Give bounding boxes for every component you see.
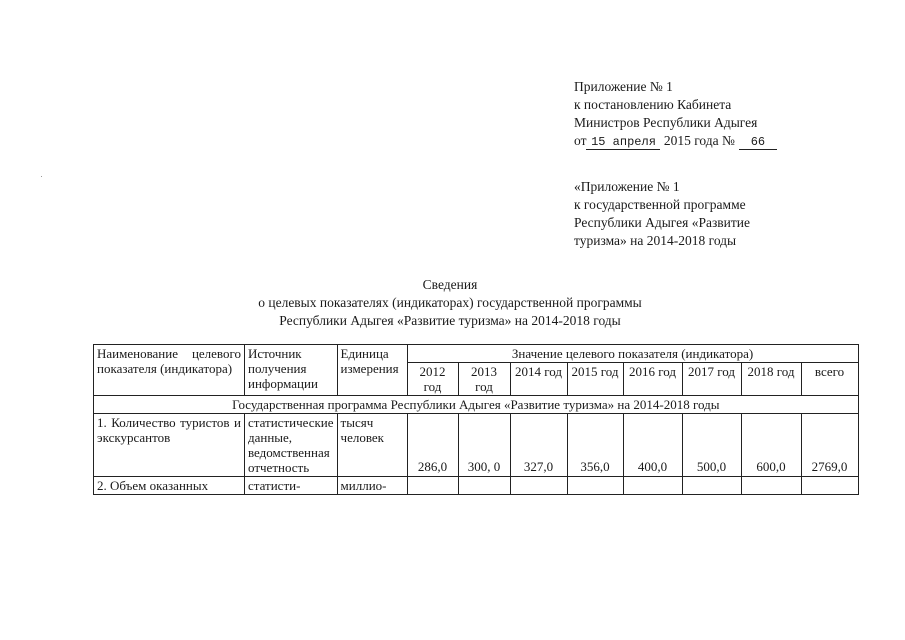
value-cell: 327,0 (510, 414, 567, 477)
indicator-source: статисти- (245, 477, 338, 495)
handwritten-number: 66 (739, 135, 777, 150)
value-cell: 600,0 (741, 414, 801, 477)
appendix-program-header (574, 178, 750, 250)
year-header: 2015 год (567, 363, 623, 396)
appendix-line-2: к постановлению Кабинета (574, 97, 732, 112)
value-cell (510, 477, 567, 495)
heading-line-3: Республики Адыгея «Развитие туризма» на 2014-2018 годы (279, 313, 621, 328)
indicator-unit: миллио- (337, 477, 407, 495)
appendix-date-line (574, 132, 777, 150)
value-cell (458, 477, 510, 495)
appendix-line-3: Министров Республики Адыгея (574, 115, 758, 130)
value-cell (682, 477, 741, 495)
appendix2-line-4: туризма» на 2014-2018 годы (574, 233, 737, 248)
year-header: 2018 год (741, 363, 801, 396)
total-cell: 2769,0 (801, 414, 858, 477)
appendix-line-1: Приложение № 1 (574, 79, 673, 94)
total-cell (801, 477, 858, 495)
handwritten-date: 15 апреля (586, 135, 660, 150)
value-cell (623, 477, 682, 495)
header-unit: Единица измерения (337, 345, 407, 396)
scan-speck (41, 176, 42, 177)
total-header: всего (801, 363, 858, 396)
date-prefix: от (574, 133, 587, 148)
indicator-name: 2. Объем оказанных (94, 477, 245, 495)
value-cell: 300, 0 (458, 414, 510, 477)
year-text: 2015 года № (663, 133, 735, 148)
header-values: Значение целевого показателя (индикатора) (407, 345, 858, 363)
indicators-table (93, 344, 859, 495)
header-source: Источник получения информации (245, 345, 338, 396)
value-cell: 400,0 (623, 414, 682, 477)
value-cell: 356,0 (567, 414, 623, 477)
indicator-source: статистические данные, ведомственная отчетность (245, 414, 338, 477)
table-row (94, 414, 859, 477)
table-row (94, 477, 859, 495)
table-header-row-1 (94, 345, 859, 363)
value-cell (567, 477, 623, 495)
value-cell (741, 477, 801, 495)
appendix2-line-2: к государственной программе (574, 197, 746, 212)
indicator-unit: тысяч человек (337, 414, 407, 477)
header-name: Наименование целевого показателя (индикатора) (94, 345, 245, 396)
value-cell (407, 477, 458, 495)
year-header: 2014 год (510, 363, 567, 396)
year-header: 2017 год (682, 363, 741, 396)
year-header: 2012 год (407, 363, 458, 396)
program-row (94, 396, 859, 414)
value-cell: 500,0 (682, 414, 741, 477)
program-title: Государственная программа Республики Адыгея «Развитие туризма» на 2014-2018 годы (94, 396, 859, 414)
appendix-header (574, 78, 777, 150)
heading-line-2: о целевых показателях (индикаторах) государственной программы (258, 295, 642, 310)
value-cell: 286,0 (407, 414, 458, 477)
appendix2-line-3: Республики Адыгея «Развитие (574, 215, 751, 230)
year-header: 2016 год (623, 363, 682, 396)
indicator-name: 1. Количество туристов и экскурсантов (94, 414, 245, 477)
heading-line-1: Сведения (422, 277, 478, 292)
appendix2-line-1: «Приложение № 1 (574, 179, 680, 194)
document-heading (160, 276, 740, 330)
year-header: 2013 год (458, 363, 510, 396)
